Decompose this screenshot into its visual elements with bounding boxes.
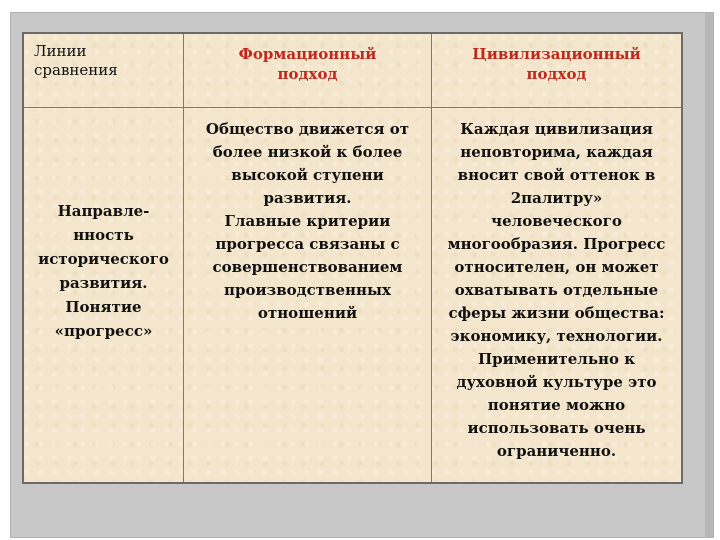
cell-formational-description	[184, 108, 432, 482]
cell-formational-description-text: Общество движется от более низкой к более высокой ступени развития. Главные критерии прогресса связаны с совершенствованием производственных отношений	[205, 120, 410, 322]
header-civilizational-approach	[432, 34, 681, 108]
header-formational-approach	[184, 34, 432, 108]
row-label-progress-text: Направле- нность исторического развития. Понятие «прогресс»	[38, 202, 169, 340]
row-label-progress	[24, 108, 184, 482]
cell-civilizational-description	[432, 108, 681, 482]
cell-civilizational-description-text: Каждая цивилизация неповторима, каждая вносит свой оттенок в 2палитру» человеческого многообразия. Прогресс относителен, он может охватывать отдельные сферы жизни общества: экономику, технологии. Применительно к духовной культуре это понятие можно использовать очень ограниченно.	[447, 120, 666, 460]
header-formational-approach-text: Формационный подход	[238, 45, 377, 83]
header-comparison-lines	[24, 34, 184, 108]
frame-shadow	[705, 13, 713, 537]
header-civilizational-approach-text: Цивилизационный подход	[472, 45, 641, 83]
header-comparison-lines-text: Линии сравнения	[34, 42, 118, 79]
comparison-table	[22, 32, 683, 484]
